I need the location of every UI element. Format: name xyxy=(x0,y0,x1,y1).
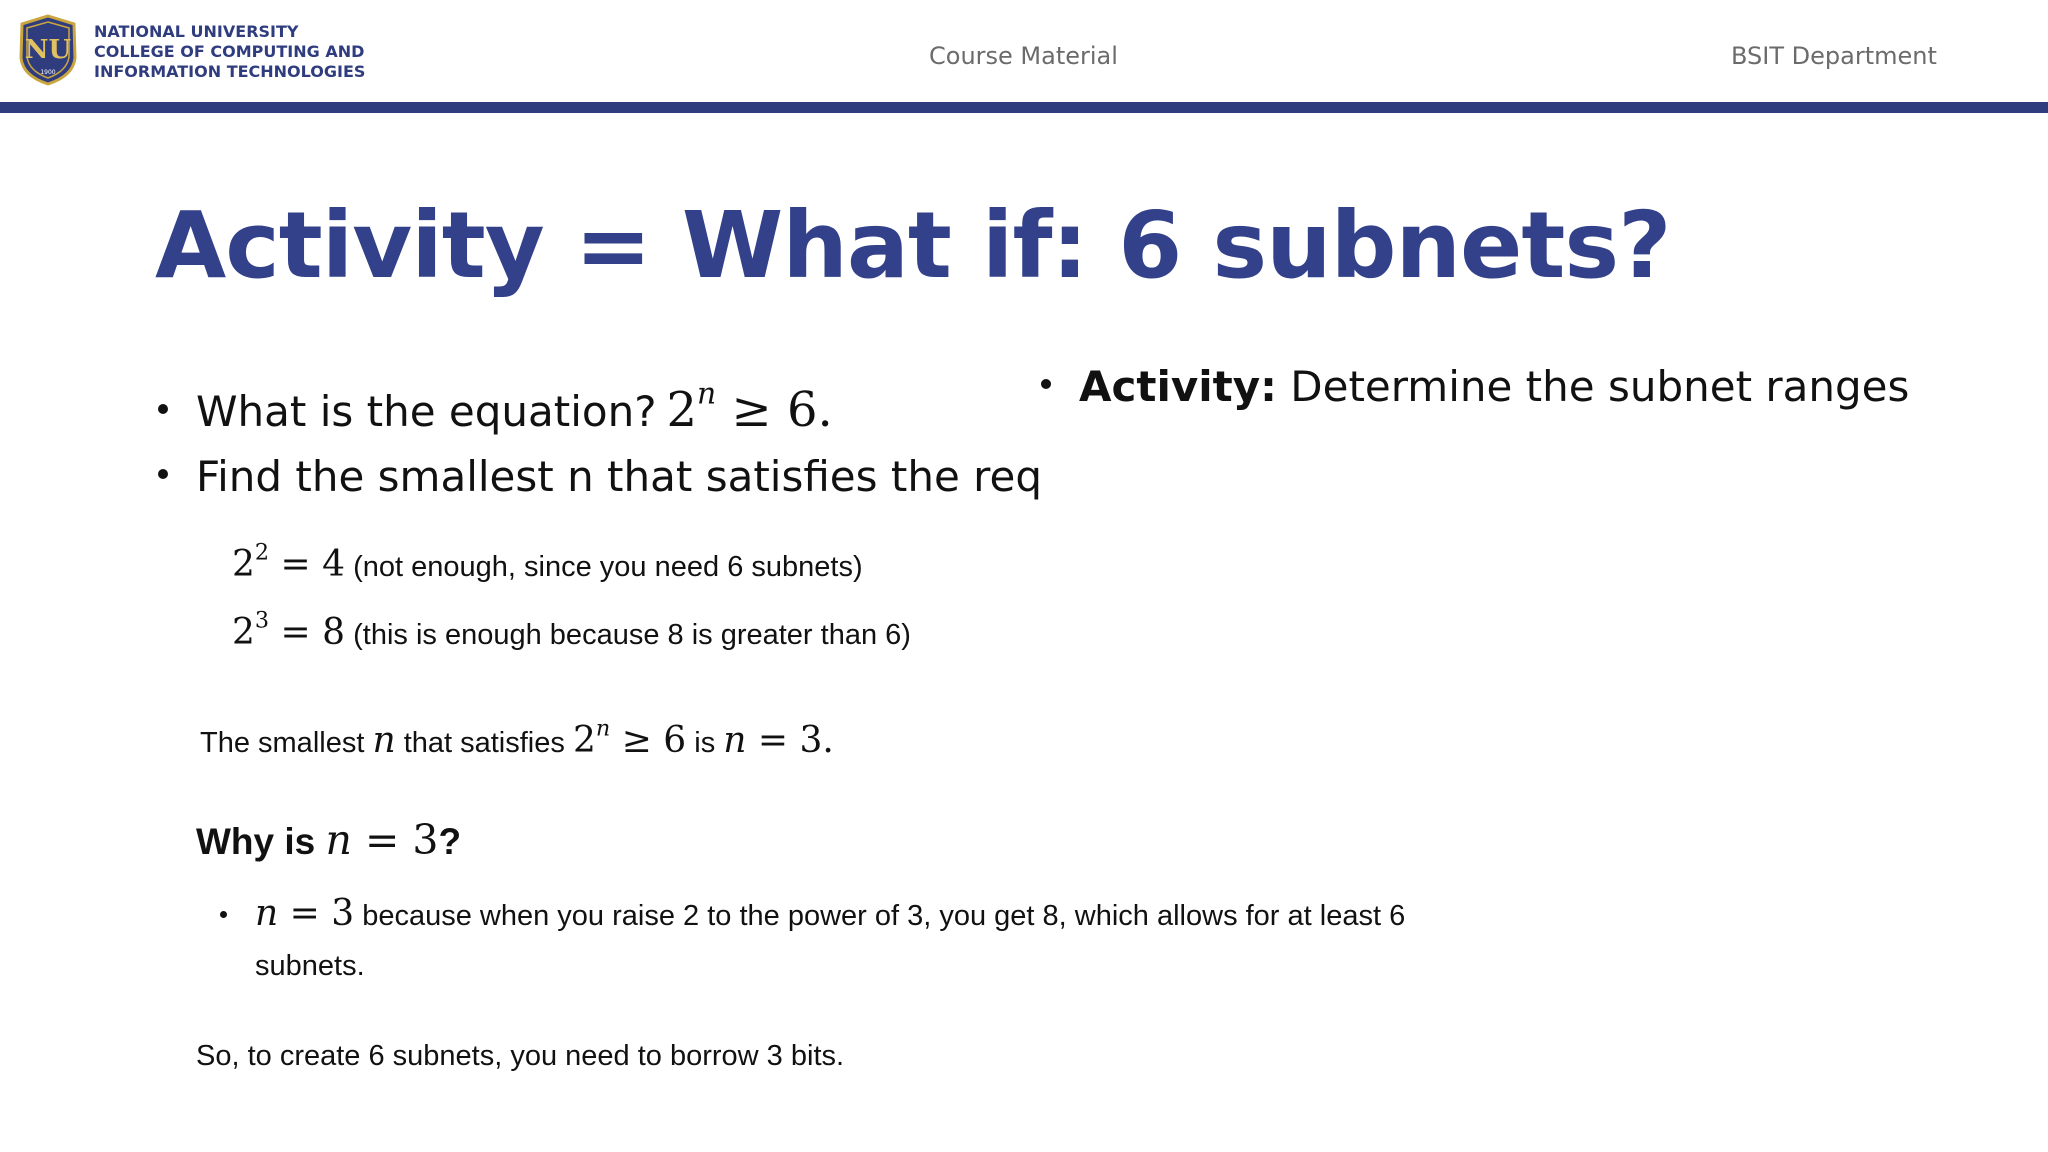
department-label: BSIT Department xyxy=(1731,42,1937,70)
explanation-line-2: subnets. xyxy=(255,950,365,982)
slide-title: Activity = What if: 6 subnets? xyxy=(155,192,1671,299)
explanation-line-1: n = 3 because when you raise 2 to the power of 3, you get 8, which allows for at least 6 xyxy=(255,893,1406,934)
institution-line: NATIONAL UNIVERSITY xyxy=(94,22,299,41)
bullet-dot xyxy=(1041,379,1051,389)
institution-line: INFORMATION TECHNOLOGIES xyxy=(94,62,366,81)
conclusion-text: So, to create 6 subnets, you need to borrow 3 bits. xyxy=(196,1040,845,1072)
course-material-label: Course Material xyxy=(929,42,1118,70)
calc-math: $2^3 = 8$ xyxy=(232,607,346,653)
smallest-n-statement: The smallest n that satisfies $2^n \ge 6$ is n = 3. xyxy=(200,715,834,761)
bullet-equation-text: What is the equation? xyxy=(196,387,657,436)
bullet-find-smallest xyxy=(158,452,1042,501)
bullet-dot xyxy=(158,469,168,479)
bullet-equation xyxy=(158,376,833,438)
institution-name xyxy=(94,22,365,82)
svg-text:NU: NU xyxy=(24,35,72,65)
why-heading: Why is n = 3? xyxy=(196,816,462,864)
svg-text:1900: 1900 xyxy=(40,69,56,76)
equation-math: $2^n \ge 6$. xyxy=(666,376,833,438)
bullet-dot xyxy=(158,404,168,414)
university-logo xyxy=(17,14,79,86)
calc-line-2-squared: $2^2 = 4$ (not enough, since you need 6 subnets) xyxy=(232,539,863,585)
explanation-bullet-dot xyxy=(220,911,227,918)
activity-label: Activity: xyxy=(1079,362,1277,411)
activity-text: Determine the subnet ranges xyxy=(1276,362,1910,411)
header-divider-bar xyxy=(0,102,2048,113)
calc-math: $2^2 = 4$ xyxy=(232,539,346,585)
institution-line: COLLEGE OF COMPUTING AND xyxy=(94,42,365,61)
bullet-find-smallest-text: Find the smallest n that satisfies the req xyxy=(196,452,1042,501)
calc-line-2-cubed: $2^3 = 8$ (this is enough because 8 is greater than 6) xyxy=(232,607,911,653)
bullet-activity xyxy=(1041,362,1909,411)
slide-header xyxy=(0,0,2048,102)
